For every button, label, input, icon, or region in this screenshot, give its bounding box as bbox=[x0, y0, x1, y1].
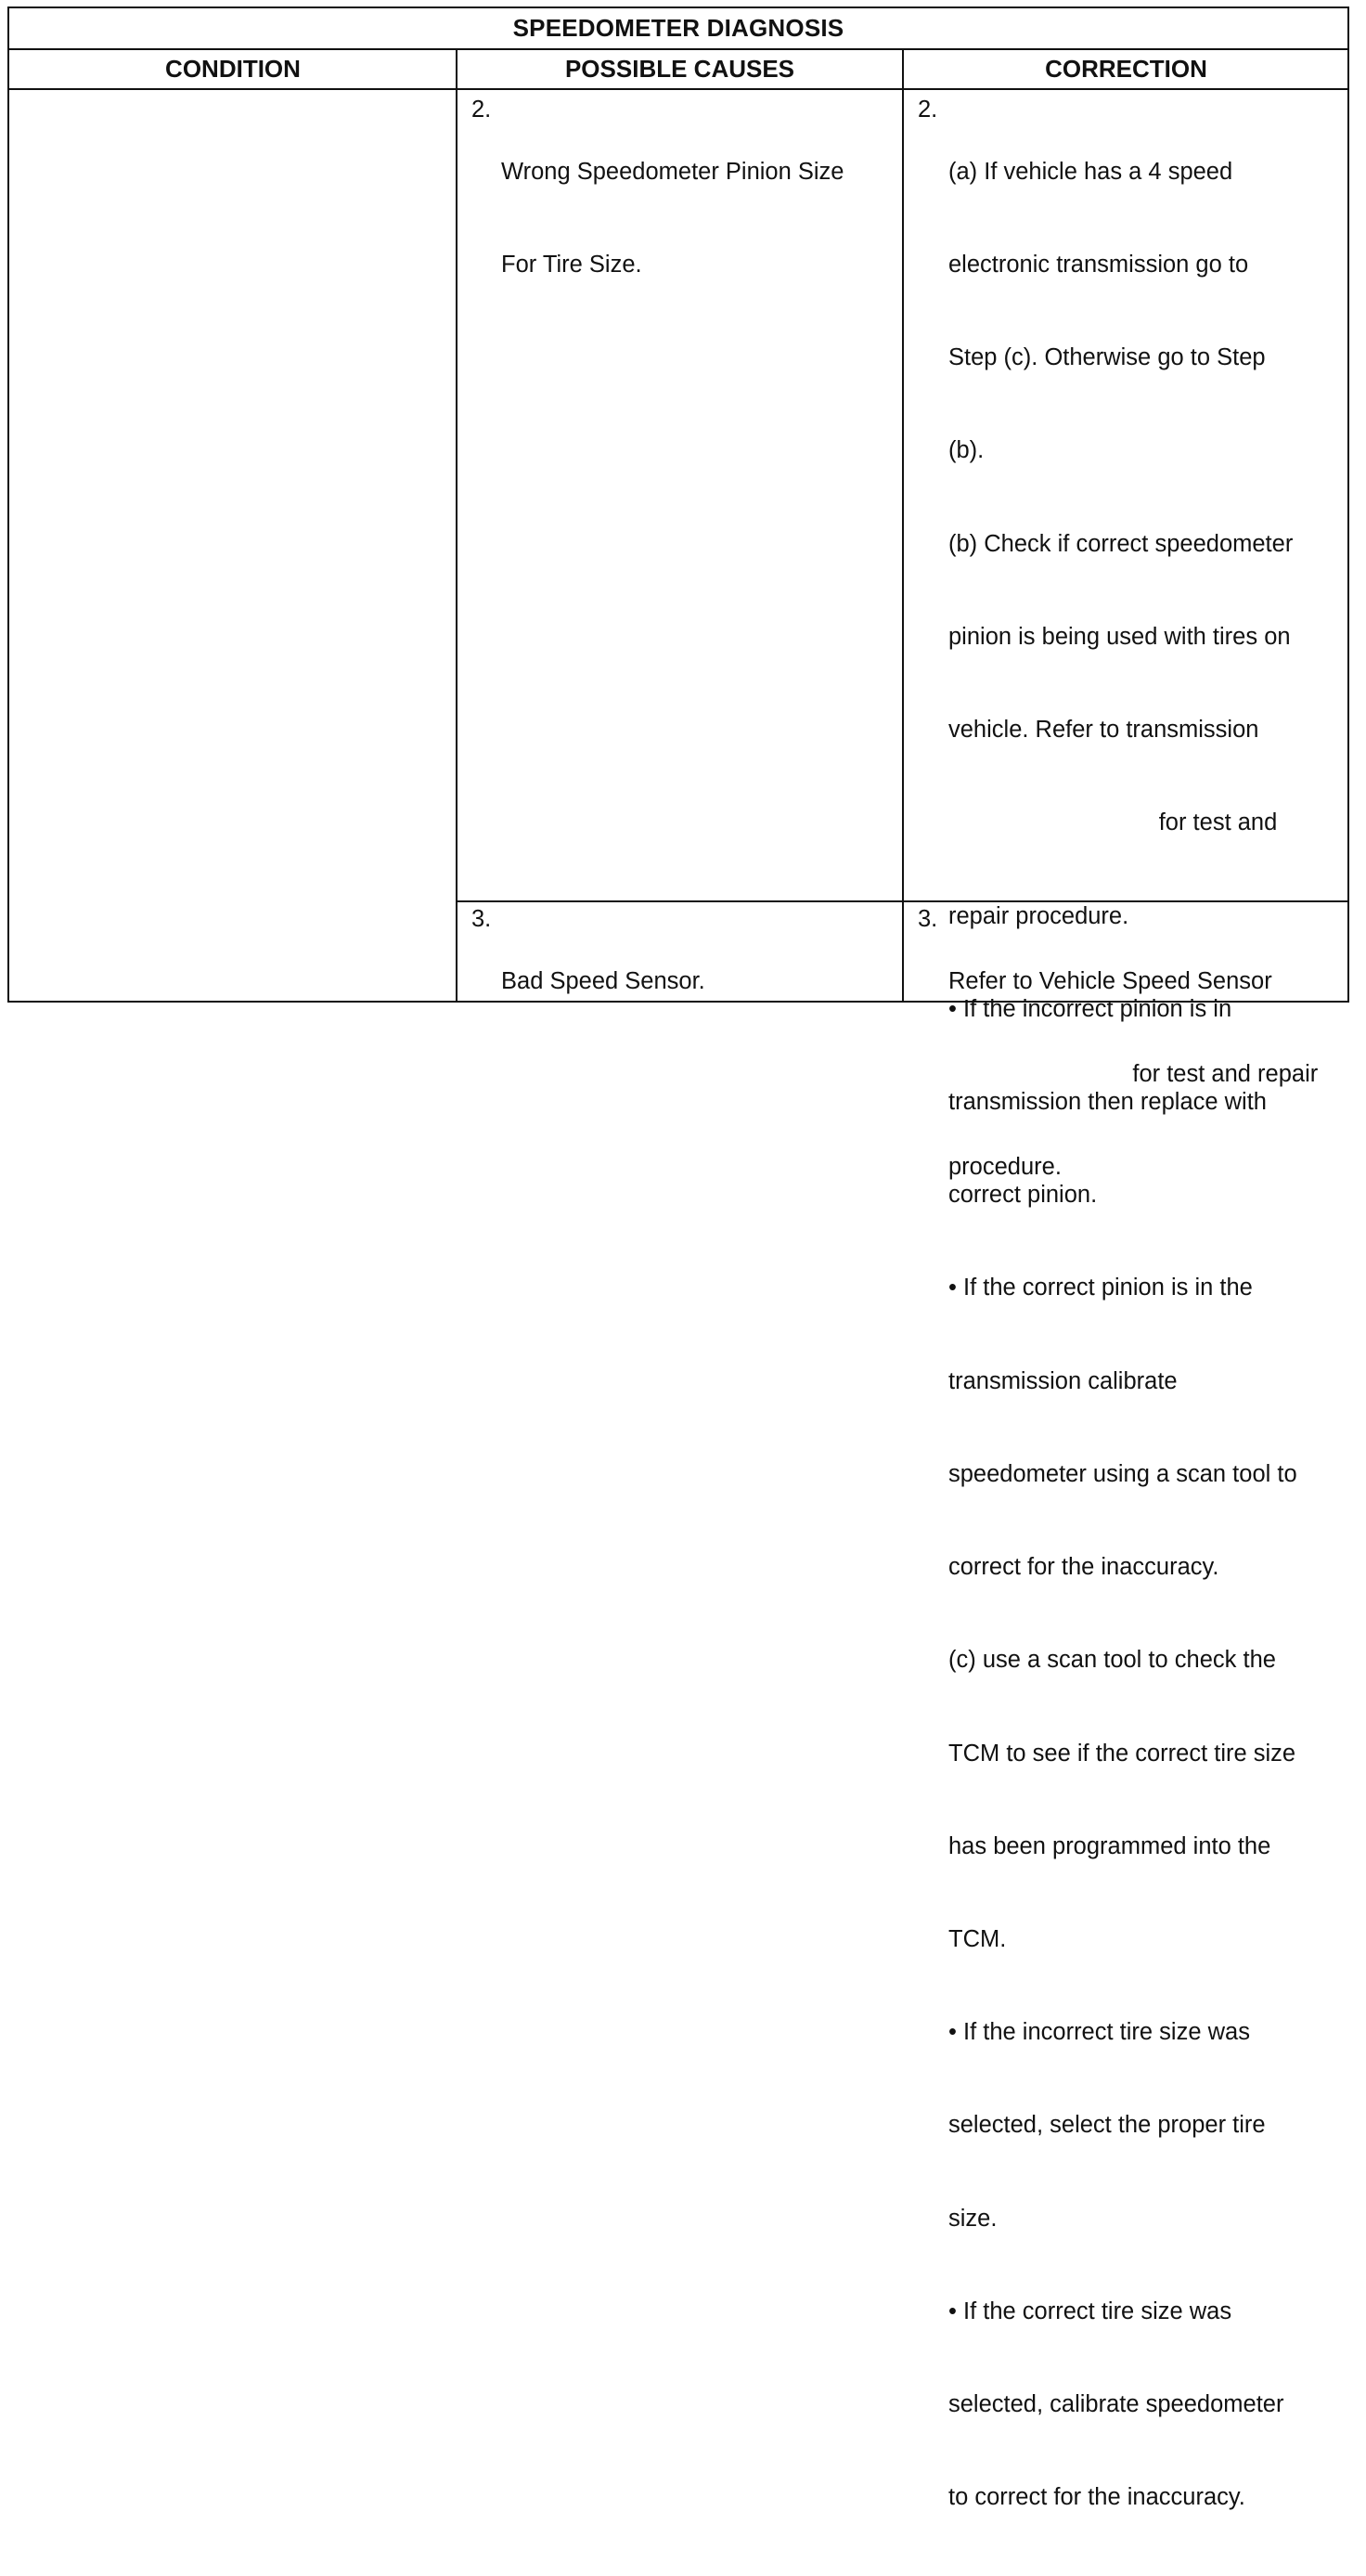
header-possible-causes: POSSIBLE CAUSES bbox=[564, 55, 795, 83]
correction-line: (b) Check if correct speedometer bbox=[948, 530, 1294, 557]
correction-text bbox=[948, 95, 1297, 2576]
correction-line: transmission calibrate bbox=[948, 1367, 1178, 1394]
header-condition: CONDITION bbox=[165, 55, 301, 83]
correction-line: selected, calibrate speedometer bbox=[948, 2391, 1284, 2418]
correction-line: correct for the inaccuracy. bbox=[948, 1554, 1219, 1581]
condition-cell bbox=[9, 90, 456, 1003]
correction-line: Step (c). Otherwise go to Step bbox=[948, 344, 1266, 371]
correction-line: (b). bbox=[948, 437, 985, 464]
correction-number: 3. bbox=[918, 906, 938, 932]
correction-line: TCM. bbox=[948, 1925, 1007, 1952]
correction-line: • If the incorrect tire size was bbox=[948, 2019, 1250, 2046]
cause-line: Bad Speed Sensor. bbox=[501, 967, 705, 994]
correction-line: repair procedure. bbox=[948, 902, 1129, 929]
correction-line: correct pinion. bbox=[948, 1182, 1098, 1209]
table-row bbox=[456, 90, 902, 900]
correction-line: size. bbox=[948, 2205, 998, 2232]
cause-text bbox=[501, 904, 705, 1059]
correction-line: (a) If vehicle has a 4 speed bbox=[948, 158, 1233, 185]
header-correction: CORRECTION bbox=[1045, 55, 1207, 83]
correction-line: to correct for the inaccuracy. bbox=[948, 2484, 1245, 2511]
correction-line: Refer to Vehicle Speed Sensor bbox=[948, 967, 1272, 994]
correction-text bbox=[948, 904, 1318, 1245]
correction-line: for test and bbox=[948, 809, 1278, 836]
speedometer-diagnosis-table bbox=[7, 6, 1349, 2511]
cause-line: For Tire Size. bbox=[501, 252, 642, 278]
cause-number: 2. bbox=[471, 97, 492, 123]
correction-line: • If the correct pinion is in the bbox=[948, 1275, 1253, 1301]
correction-line: (c) use a scan tool to check the bbox=[948, 1647, 1276, 1674]
correction-line: • If the incorrect pinion is in bbox=[948, 995, 1232, 1022]
cause-number: 3. bbox=[471, 906, 492, 932]
cause-text bbox=[501, 95, 844, 343]
header-row bbox=[9, 50, 1347, 90]
correction-line: for test and repair bbox=[948, 1061, 1319, 1088]
correction-line: has been programmed into the bbox=[948, 1832, 1271, 1859]
correction-line: procedure. bbox=[948, 1154, 1062, 1181]
table-row bbox=[456, 902, 902, 1003]
correction-line: speedometer using a scan tool to bbox=[948, 1460, 1297, 1487]
correction-number: 2. bbox=[918, 97, 938, 123]
cause-line: Wrong Speedometer Pinion Size bbox=[501, 158, 844, 185]
correction-line: transmission then replace with bbox=[948, 1089, 1267, 1115]
correction-line: vehicle. Refer to transmission bbox=[948, 717, 1259, 744]
correction-line: TCM to see if the correct tire size bbox=[948, 1740, 1296, 1767]
table-title: SPEEDOMETER DIAGNOSIS bbox=[9, 8, 1347, 50]
correction-line: electronic transmission go to bbox=[948, 252, 1249, 278]
correction-line: • If the correct tire size was bbox=[948, 2298, 1232, 2324]
correction-line: pinion is being used with tires on bbox=[948, 623, 1291, 650]
correction-line: selected, select the proper tire bbox=[948, 2112, 1266, 2139]
